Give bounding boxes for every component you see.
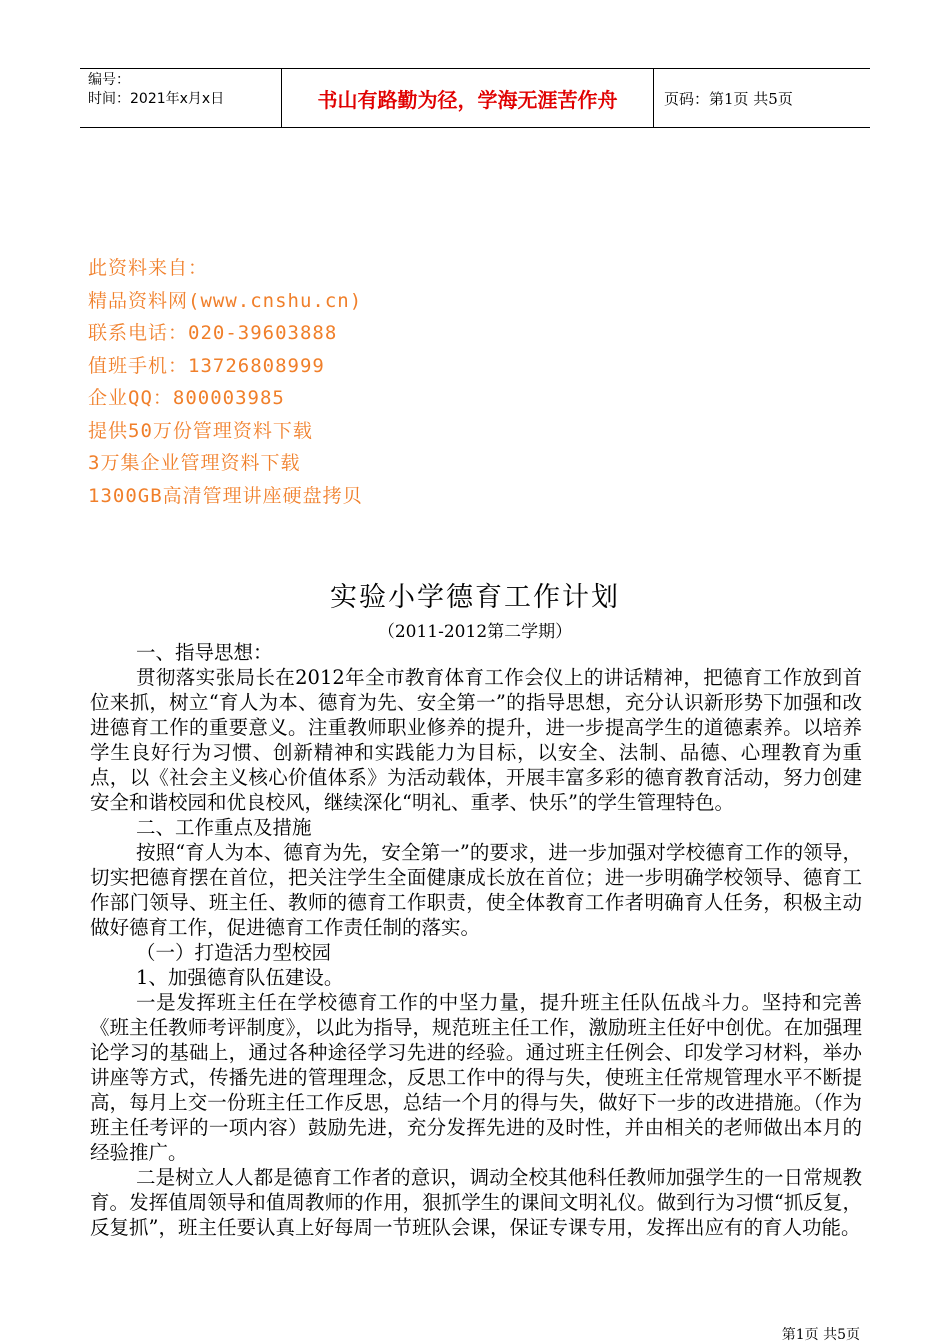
header-page-info: 页码：第1页 共5页 [664,89,793,108]
header-motto: 书山有路勤为径，学海无涯苦作舟 [282,69,654,127]
source-line: 此资料来自： [88,257,209,279]
section-heading: 一、指导思想： [136,641,273,664]
footer-page-info: 第1页 共5页 [781,1327,860,1343]
document-body [90,640,862,1240]
header-meta-cell [80,69,282,127]
section-heading: 二、工作重点及措施 [136,816,312,839]
header-table [80,68,870,128]
paragraph: 二是树立人人都是德育工作者的意识，调动全校其他科任教师加强学生的一日常规教育。发挥值周领导和值周教师的作用，狠抓学生的课间文明礼仪。做到行为习惯“抓反复，反复抓”，班主任要认真上好每周一节班队会课，保证专课专用，发挥出应有的育人功能。 [90,1166,862,1239]
source-line: 值班手机：13726808999 [88,354,325,377]
source-line: 企业QQ：800003985 [88,387,285,409]
document-subtitle: （2011-2012第二学期） [377,622,573,642]
source-line: 精品资料网(www.cnshu.cn) [88,289,363,312]
source-line: 1300GB高清管理讲座硬盘拷贝 [88,484,363,507]
subsection-heading: （一）打造活力型校园 [136,941,332,964]
item-heading: 1、加强德育队伍建设。 [136,966,344,989]
document-title: 实验小学德育工作计划 [330,582,620,613]
date-label: 时间：2021年x月x日 [88,91,225,107]
paragraph: 按照“育人为本、德育为先，安全第一”的要求，进一步加强对学校德育工作的领导，切实把德育摆在首位，把关注学生全面健康成长放在首位；进一步明确学校领导、德育工作部门领导、班主任、教师的德育工作职责，使全体教育工作者明确育人任务，积极主动做好德育工作，促进德育工作责任制的落实。 [90,841,862,939]
paragraph: 贯彻落实张局长在2012年全市教育体育工作会仪上的讲话精神，把德育工作放到首位来抓，树立“育人为本、德育为先、安全第一”的指导思想，充分认识新形势下加强和改进德育工作的重要意义。注重教师职业修养的提升，进一步提高学生的道德素养。以培养学生良好行为习惯、创新精神和实践能力为目标，以安全、法制、品德、心理教育为重点，以《社会主义核心价值体系》为活动载体，开展丰富多彩的德育教育活动，努力创建安全和谐校园和优良校风，继续深化“明礼、重孝、快乐”的学生管理特色。 [90,666,862,814]
source-line: 3万集企业管理资料下载 [88,452,301,474]
source-line: 联系电话：020-39603888 [88,322,338,344]
serial-label: 编号： [88,72,130,88]
source-info-block [88,252,688,512]
paragraph: 一是发挥班主任在学校德育工作的中坚力量，提升班主任队伍战斗力。坚持和完善《班主任教师考评制度》，以此为指导，规范班主任工作，激励班主任好中创优。在加强理论学习的基础上，通过各种途径学习先进的经验。通过班主任例会、印发学习材料，举办讲座等方式，传播先进的管理理念，反思工作中的得与失，使班主任常规管理水平不断提高，每月上交一份班主任工作反思，总结一个月的得与失，做好下一步的改进措施。（作为班主任考评的一项内容）鼓励先进，充分发挥先进的及时性，并由相关的老师做出本月的经验推广。 [90,991,862,1164]
source-line: 提供50万份管理资料下载 [88,419,313,442]
